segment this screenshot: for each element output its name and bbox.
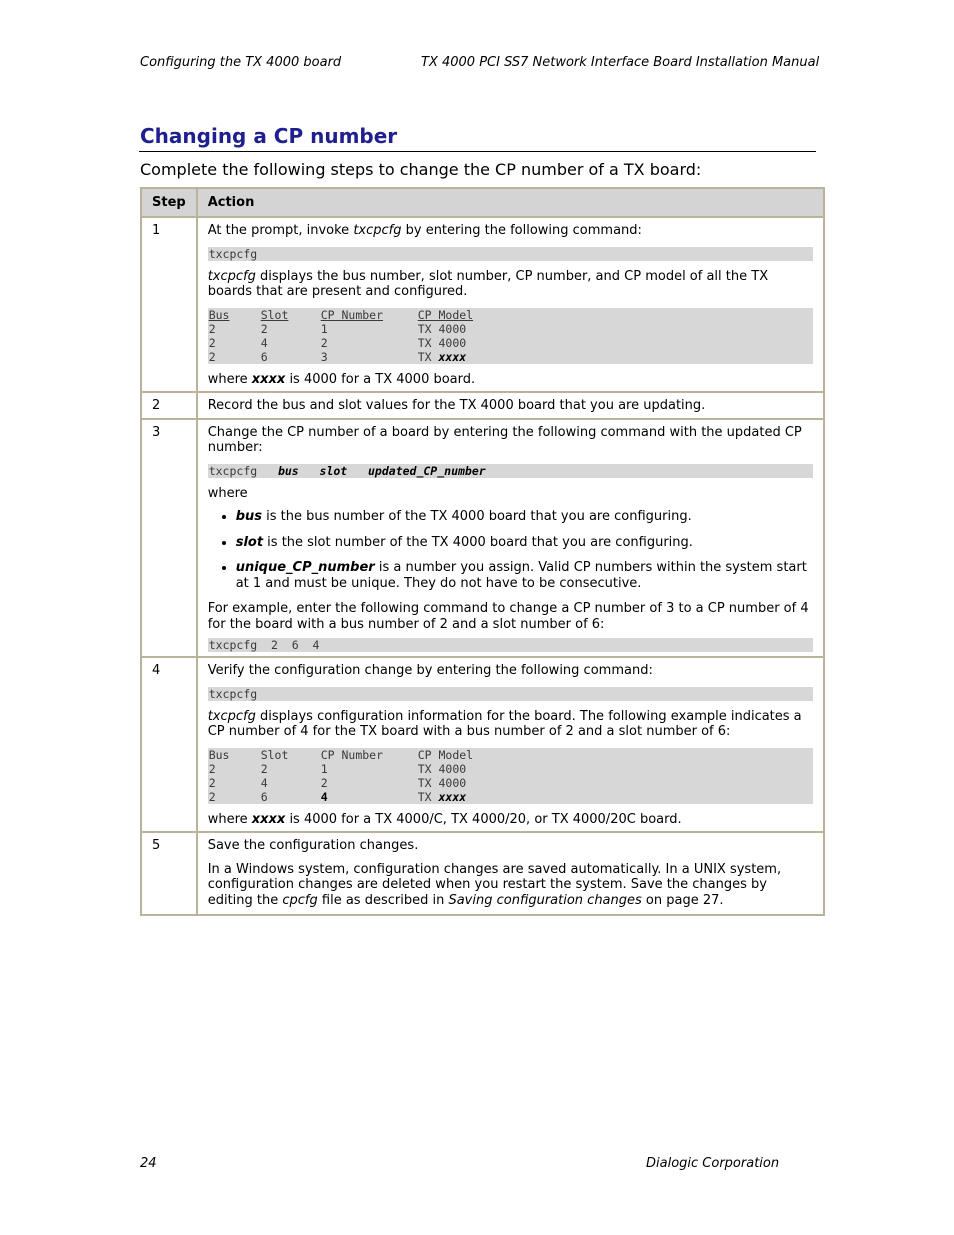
step4-note: where xxxx is 4000 for a TX 4000/C, TX 4000/20, or TX 4000/20C board.	[207, 811, 682, 827]
running-header-left: Configuring the TX 4000 board	[140, 55, 342, 70]
step-number: 1	[141, 217, 197, 392]
step4-description: txcpcfg displays configuration information for the board. The following example indicates a CP number of 4 for the TX board with a bus number of 2 and a slot number of 6:	[207, 708, 802, 739]
footer-company: Dialogic Corporation	[646, 1156, 780, 1171]
list-item: • bus is the bus number of the TX 4000 board that you are configuring.	[236, 509, 813, 525]
command-block: txcpcfg 2 6 4	[208, 638, 813, 652]
table-row	[141, 657, 824, 832]
step-action	[197, 419, 824, 658]
step-number: 2	[141, 392, 197, 419]
table-row	[141, 392, 824, 419]
where-label: where	[207, 485, 248, 501]
step3-instruction: Change the CP number of a board by entering the following command with the updated CP number:	[207, 424, 802, 455]
step1-instruction: At the prompt, invoke txcpcfg by entering the following command:	[207, 223, 642, 238]
intro-text: Complete the following steps to change the CP number of a TX board:	[140, 160, 702, 179]
step5-instruction: Save the configuration changes.	[207, 838, 419, 853]
section-title: Changing a CP number	[140, 124, 398, 148]
table-row	[141, 832, 824, 915]
running-header-right: TX 4000 PCI SS7 Network Interface Board Installation Manual	[421, 55, 820, 70]
step-number: 4	[141, 657, 197, 832]
step4-instruction: Verify the configuration change by entering the following command:	[207, 663, 653, 678]
table-header-row	[141, 188, 824, 217]
title-rule	[139, 151, 816, 152]
parameter-list	[208, 509, 813, 591]
step3-example: For example, enter the following command to change a CP number of 3 to a CP number of 4 for the board with a bus number of 2 and a slot number of 6:	[207, 601, 809, 632]
step1-note: where xxxx is 4000 for a TX 4000 board.	[207, 371, 476, 387]
table-row	[141, 419, 824, 658]
list-item: • unique_CP_number is a number you assign. Valid CP numbers within the system start at 1 and must be unique. They do not have to be consecutive.	[236, 560, 813, 591]
cross-reference-link[interactable]: Saving configuration changes	[448, 892, 642, 908]
command-output: Bus Slot CP Number CP Model 2 2 1 TX 4000 2 4 2 TX 4000 2 6 4 TX xxxx	[208, 748, 813, 804]
command-block: txcpcfg bus slot updated_CP_number	[208, 464, 813, 478]
step-number: 3	[141, 419, 197, 658]
command-output: Bus Slot CP Number CP Model 2 2 1 TX 4000 2 4 2 TX 4000 2 6 3 TX xxxx	[208, 308, 813, 364]
column-header-action: Action	[197, 188, 824, 217]
list-item: • slot is the slot number of the TX 4000 board that you are configuring.	[236, 535, 813, 551]
step-action	[197, 832, 824, 915]
step5-description: In a Windows system, configuration changes are saved automatically. In a UNIX system, configuration changes are deleted when you restart the system. Save the changes by editing the cpcfg file as described in Saving configuration changes on page 27.	[207, 861, 782, 908]
column-header-step: Step	[141, 188, 197, 217]
table-row	[141, 217, 824, 392]
step-action	[197, 657, 824, 832]
page-number: 24	[140, 1156, 157, 1171]
command-block: txcpcfg	[208, 687, 813, 701]
steps-table	[140, 187, 825, 916]
step-action	[197, 217, 824, 392]
step2-instruction: Record the bus and slot values for the TX 4000 board that you are updating.	[207, 398, 706, 413]
step-action	[197, 392, 824, 419]
step-number: 5	[141, 832, 197, 915]
command-block: txcpcfg	[208, 247, 813, 261]
step1-description: txcpcfg displays the bus number, slot number, CP number, and CP model of all the TX boards that are present and configured.	[207, 268, 769, 299]
